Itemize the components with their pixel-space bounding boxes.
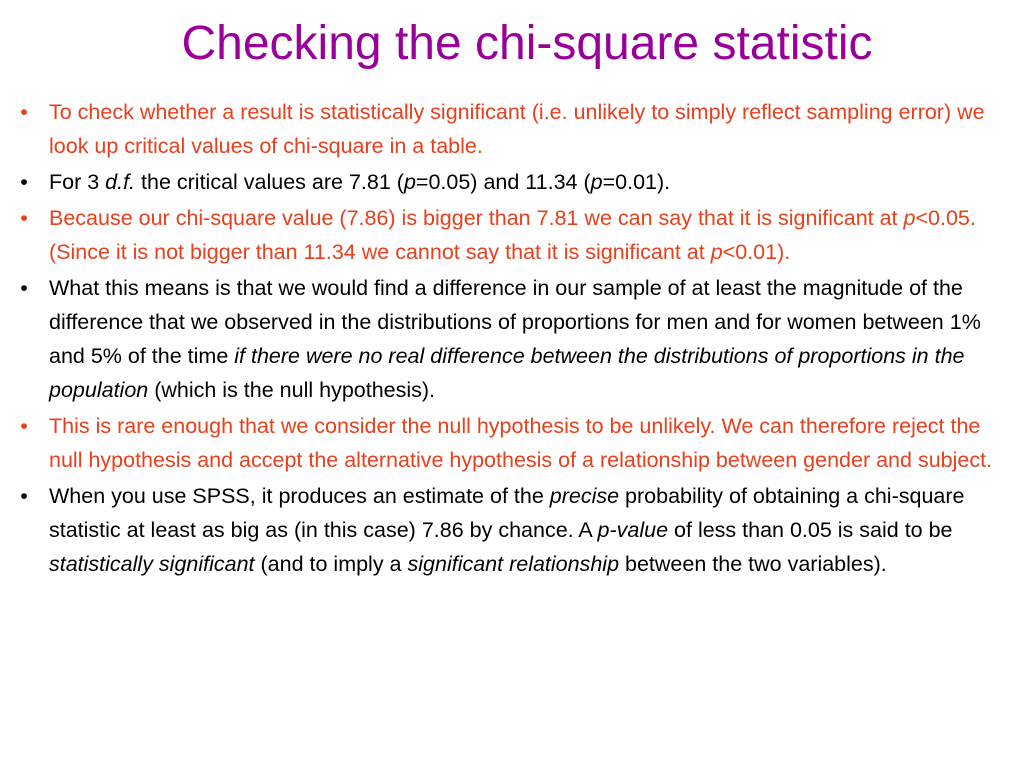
bullet-text: To check whether a result is statistically significant (i.e. unlikely to simply reflect sampling error) we look up critical values of chi-square in a table. — [49, 100, 985, 158]
bullet-emphasis: d.f. — [105, 170, 136, 194]
bullet-emphasis: p — [403, 170, 416, 194]
bullet-text: This is rare enough that we consider the null hypothesis to be unlikely. We can therefore reject the null hypothesis and accept the alternative hypothesis of a relationship between gender and subject. — [49, 414, 993, 472]
bullet-text: When you use SPSS, it produces an estimate of the — [49, 484, 550, 508]
bullet-item — [14, 201, 1004, 269]
bullet-dot-icon: • — [20, 206, 28, 230]
bullet-text: =0.05) and 11.34 ( — [415, 170, 591, 194]
bullet-emphasis: precise — [549, 484, 620, 508]
bullet-dot-icon: • — [20, 100, 28, 124]
bullet-text: (which is the null hypothesis). — [148, 378, 436, 402]
bullet-text: For 3 — [49, 170, 106, 194]
bullet-text: Because our chi-square value (7.86) is bigger than 7.81 we can say that it is significant at — [49, 206, 904, 230]
bullet-text: What this means is that we would find a difference in our sample of at least the magnitude of the difference that we observed in the distributions of proportions for men and for women between 1% and 5% of the time — [49, 276, 981, 368]
bullet-text: <0.01). — [722, 240, 791, 264]
bullet-text: probability of obtaining a chi-square statistic at least as big as (in this case) 7.86 by chance. A — [49, 484, 965, 542]
bullet-emphasis: significant relationship — [407, 552, 620, 576]
bullet-dot-icon: • — [20, 170, 28, 194]
bullet-item — [14, 271, 1004, 407]
bullet-emphasis: p-value — [597, 518, 669, 542]
bullet-item — [14, 165, 1004, 199]
bullet-item — [14, 409, 1004, 477]
bullet-list — [14, 95, 1004, 583]
slide-title: Checking the chi-square statistic — [181, 17, 873, 70]
bullet-text: =0.01). — [602, 170, 671, 194]
bullet-emphasis: if there were no real difference between the distributions of proportions in the population — [49, 344, 965, 402]
bullet-emphasis: p — [590, 170, 603, 194]
bullet-dot-icon: • — [20, 414, 28, 438]
bullet-text: the critical values are 7.81 ( — [135, 170, 404, 194]
bullet-text: <0.05. (Since it is not bigger than 11.34 we cannot say that it is significant at — [49, 206, 976, 264]
bullet-emphasis: p — [710, 240, 723, 264]
bullet-item — [14, 95, 1004, 163]
bullet-dot-icon: • — [20, 484, 28, 508]
bullet-text: of less than 0.05 is said to be — [668, 518, 953, 542]
bullet-text: (and to imply a — [254, 552, 408, 576]
bullet-emphasis: p — [903, 206, 916, 230]
bullet-item — [14, 479, 1004, 581]
bullet-text: between the two variables). — [619, 552, 887, 576]
bullet-emphasis: statistically significant — [49, 552, 255, 576]
bullet-dot-icon: • — [20, 276, 28, 300]
